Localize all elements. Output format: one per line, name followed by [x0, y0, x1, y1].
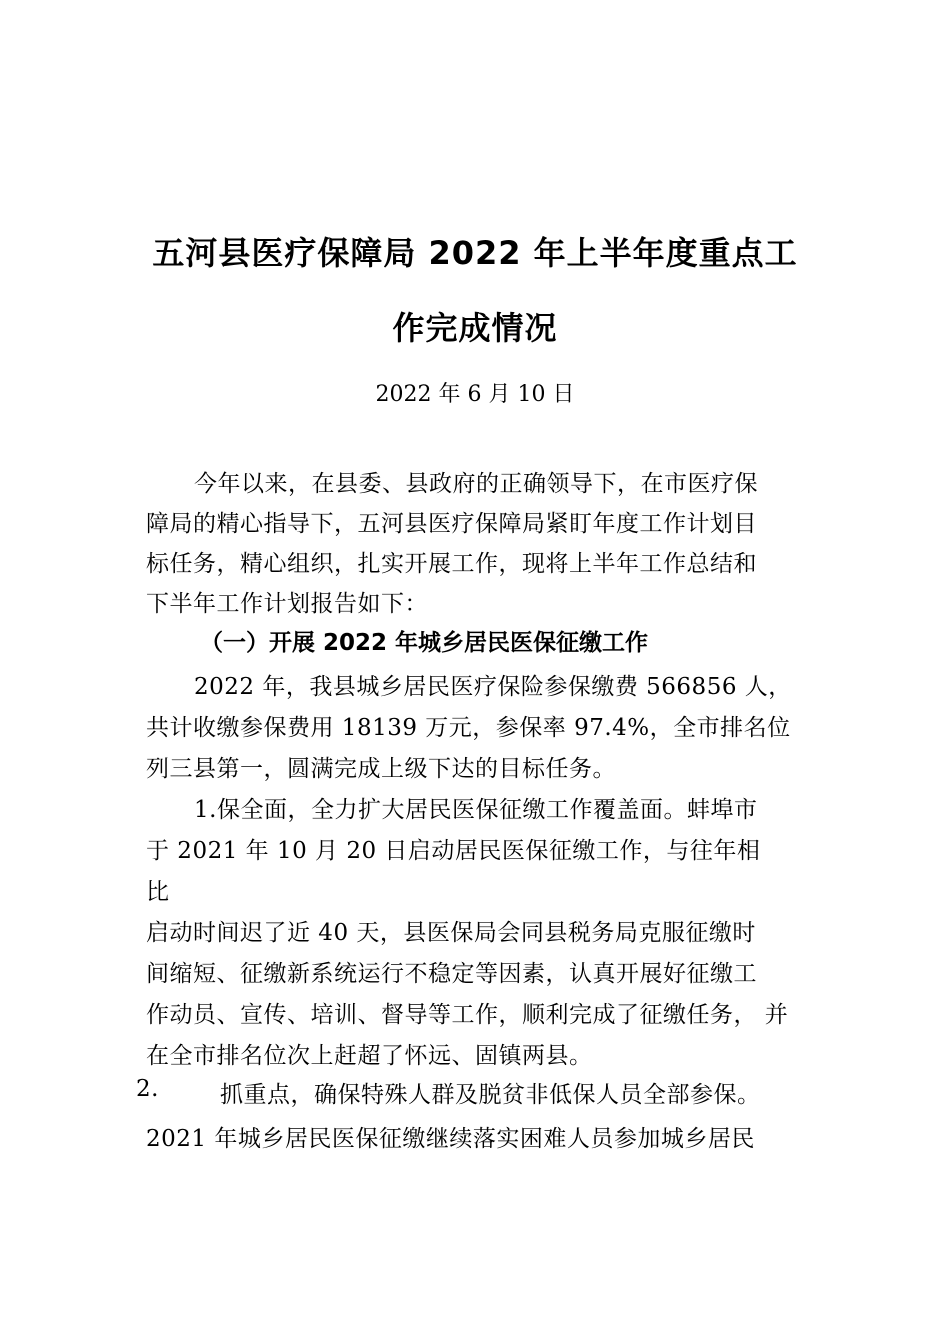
paragraph-line: 列三县第一，圆满完成上级下达的目标任务。 [146, 756, 616, 782]
paragraph-line: 启动时间迟了近 40 天，县医保局会同县税务局克服征缴时 [146, 920, 756, 946]
paragraph-line: 在全市排名位次上赶超了怀远、固镇两县。 [146, 1043, 593, 1069]
paragraph-line: 比 [146, 879, 170, 905]
document-title-line-1: 五河县医疗保障局 2022 年上半年度重点工 [152, 234, 798, 272]
paragraph-line: 共计收缴参保费用 18139 万元，参保率 97.4%，全市排名位 [146, 715, 791, 741]
document-title-line-2: 作完成情况 [392, 309, 558, 347]
paragraph-line: 间缩短、征缴新系统运行不稳定等因素，认真开展好征缴工 [146, 961, 757, 987]
paragraph-line: 于 2021 年 10 月 20 日启动居民医保征缴工作，与往年相 [146, 838, 761, 864]
paragraph-line: 下半年工作计划报告如下： [146, 591, 428, 617]
list-number: 2. [136, 1076, 159, 1102]
paragraph-line: 作动员、宣传、培训、督导等工作，顺利完成了征缴任务， 并 [146, 1002, 789, 1028]
document-date: 2022 年 6 月 10 日 [375, 382, 575, 407]
paragraph-line: 2021 年城乡居民医保征缴继续落实困难人员参加城乡居民 [146, 1126, 755, 1152]
paragraph-line: 障局的精心指导下，五河县医疗保障局紧盯年度工作计划目 [146, 511, 757, 537]
paragraph-line: 今年以来，在县委、县政府的正确领导下，在市医疗保 [194, 471, 758, 497]
paragraph-line: 标任务，精心组织，扎实开展工作，现将上半年工作总结和 [146, 551, 757, 577]
section-heading: （一）开展 2022 年城乡居民医保征缴工作 [200, 630, 649, 656]
paragraph-line: 抓重点，确保特殊人群及脱贫非低保人员全部参保。 [220, 1082, 761, 1108]
paragraph-line: 2022 年，我县城乡居民医疗保险参保缴费 566856 人， [194, 674, 792, 700]
paragraph-line: 1.保全面，全力扩大居民医保征缴工作覆盖面。蚌埠市 [194, 797, 758, 823]
